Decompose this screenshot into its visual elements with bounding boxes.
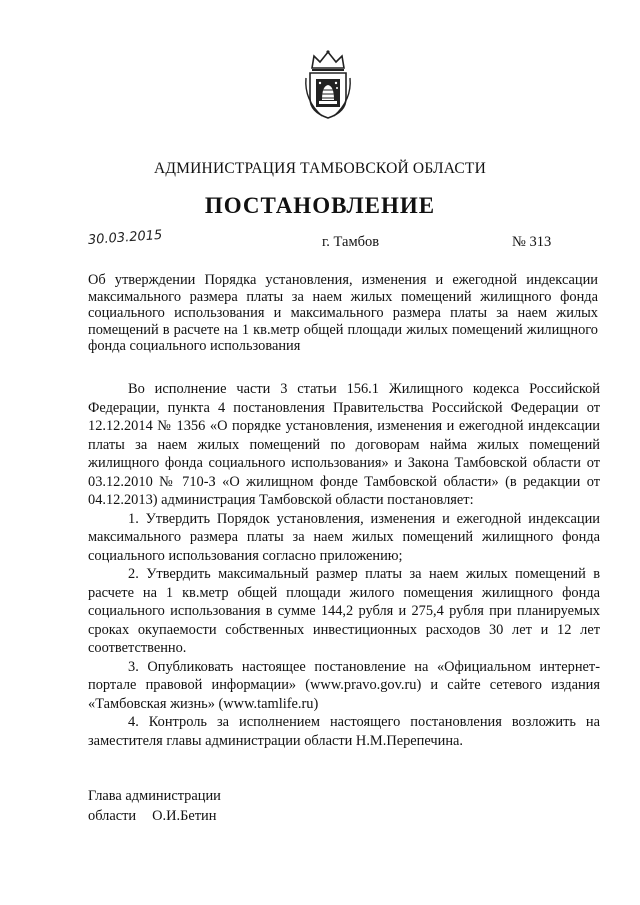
resolution-item-2: 2. Утвердить максимальный размер платы за наем жилых помещений в расчете на 1 кв.метр общей площади жилого помещения жилищного фонда социального использования в сумме 144,2 рубля и 275,4 рубля при планируемых сроках окупаемости собственных инвестиционных расходов 30 лет и 12 лет соответственно.: [88, 566, 600, 656]
document-subject: Об утверждении Порядка установления, изменения и ежегодной индексации максимального размера платы за наем жилых помещений жилищного фонда социального использования и максимального размера платы за наем жилых помещений в расчете на 1 кв.метр общей площади жилых помещений жилищного фонда социального использования: [88, 272, 598, 355]
resolution-item-4: 4. Контроль за исполнением настоящего постановления возложить на заместителя главы администрации области Н.М.Перепечина.: [88, 714, 600, 749]
signature-block: [88, 786, 221, 826]
signatory-title-line1: Глава администрации: [88, 788, 221, 804]
signatory-title-line2: [88, 806, 221, 826]
signatory-name: О.И.Бетин: [152, 808, 217, 824]
document-body: [88, 380, 600, 750]
document-date: 30.03.2015: [87, 227, 163, 248]
organization-name: АДМИНИСТРАЦИЯ ТАМБОВСКОЙ ОБЛАСТИ: [154, 160, 486, 177]
document-type-title: ПОСТАНОВЛЕНИЕ: [204, 193, 436, 218]
tambov-coat-of-arms-icon: [302, 48, 354, 120]
preamble-paragraph: Во исполнение части 3 статьи 156.1 Жилищного кодекса Российской Федерации, пункта 4 постановления Правительства Российской Федерации от 12.12.2014 № 1356 «О порядке установления, изменения и ежегодной индексации платы за наем жилых помещений по договорам найма жилых помещений жилищного фонда социального использования» и Закона Тамбовской области от 03.12.2010 № 710-З «О жилищном фонде Тамбовской области» (в редакции от 04.12.2013) администрация Тамбовской области постановляет:: [88, 381, 600, 508]
document-number: № 313: [512, 234, 552, 250]
document-city: г. Тамбов: [322, 234, 380, 250]
signatory-region: области: [88, 808, 137, 824]
resolution-item-1: 1. Утвердить Порядок установления, изменения и ежегодной индексации максимального размера платы за наем жилых помещений жилищного фонда социального использования согласно приложению;: [88, 510, 600, 564]
resolution-item-3: 3. Опубликовать настоящее постановление на «Официальном интернет-портале правовой информации» (www.pravo.gov.ru) и сайте сетевого издания «Тамбовская жизнь» (www.tamlife.ru): [88, 658, 600, 712]
